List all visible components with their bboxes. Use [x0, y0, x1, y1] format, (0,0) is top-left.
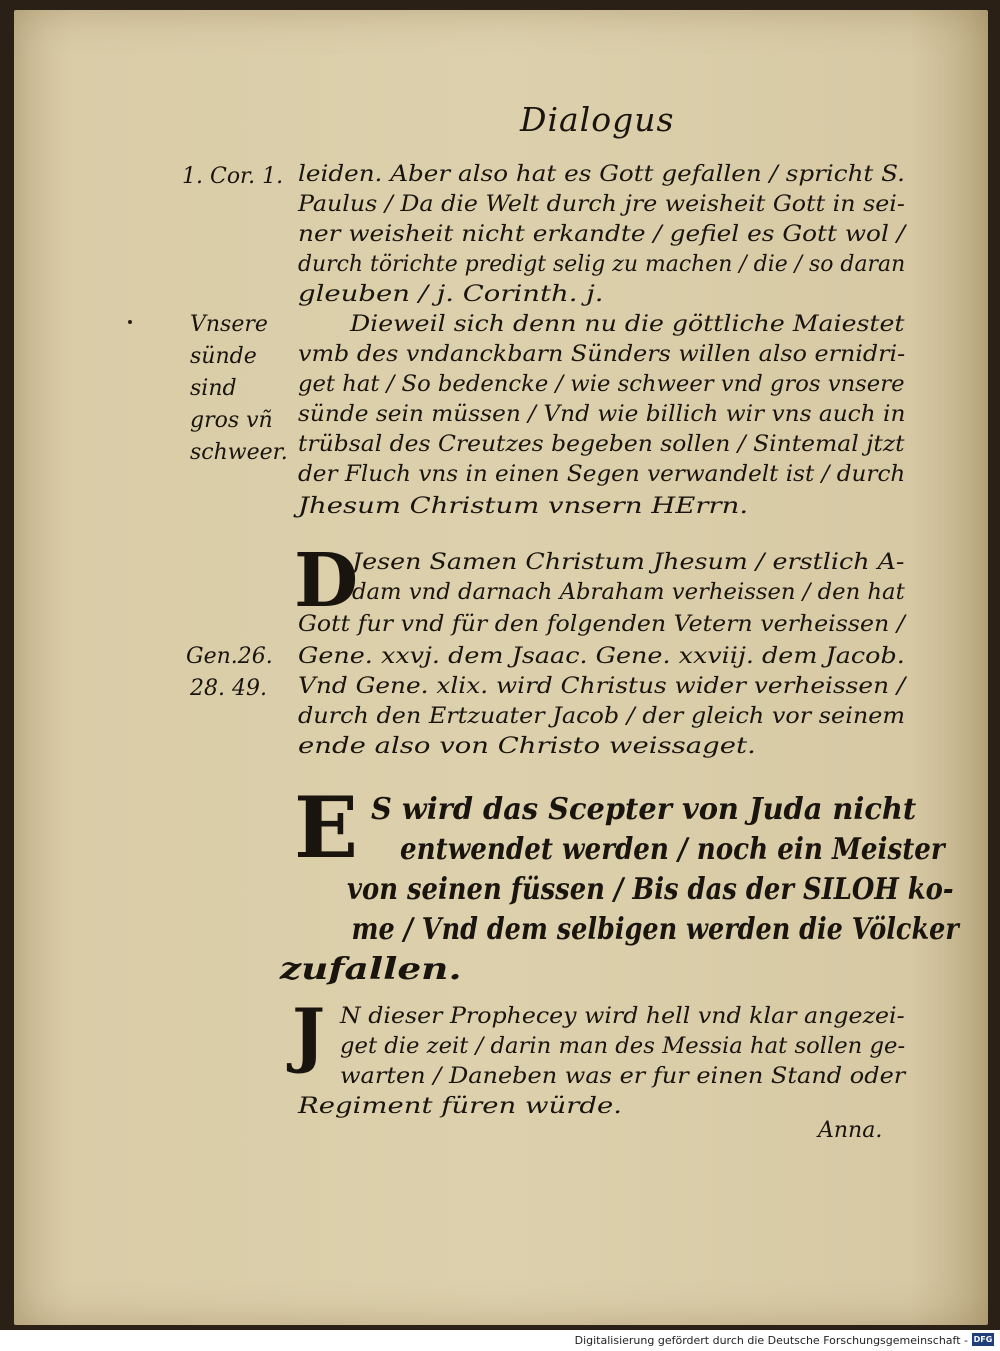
prophecy-line: zufallen. — [279, 952, 462, 987]
margin-note-sind: sind — [190, 376, 237, 401]
text-line: durch törichte predigt selig zu machen / die / so daran — [298, 252, 906, 277]
margin-note-verses: 28. 49. — [190, 676, 267, 701]
drop-cap-j: J — [292, 993, 326, 1076]
drop-cap-d: D — [294, 538, 359, 624]
text-line: gleuben / j. Corinth. j. — [298, 282, 604, 307]
text-line: Jesen Samen Christum Jhesum / erstlich A- — [352, 550, 905, 575]
catchword: Anna. — [818, 1118, 883, 1143]
text-line: get hat / So bedencke / wie schweer vnd gros vnsere — [298, 372, 905, 397]
dfg-logo-icon: DFG — [973, 1335, 993, 1344]
text-line: Gott fur vnd für den folgenden Vetern verheissen / — [298, 612, 905, 637]
text-line: N dieser Prophecey wird hell vnd klar angezei- — [340, 1004, 905, 1029]
text-line: sünde sein müssen / Vnd wie billich wir vns auch in — [298, 402, 906, 427]
text-line: get die zeit / darin man des Messia hat sollen ge- — [340, 1034, 906, 1059]
text-line: ner weisheit nicht erkandte / gefiel es Gott wol / — [298, 222, 906, 247]
text-line: Gene. xxvj. dem Jsaac. Gene. xxviij. dem Jacob. — [298, 644, 905, 669]
text-line: Regiment füren würde. — [298, 1094, 623, 1119]
prophecy-line: S wird das Scepter von Juda nicht — [371, 792, 917, 827]
text-line: warten / Daneben was er fur einen Stand oder — [340, 1064, 906, 1089]
margin-bullet — [128, 320, 132, 324]
margin-note-vnsere: Vnsere — [190, 312, 268, 337]
prophecy-line: me / Vnd dem selbigen werden die Völcker — [351, 912, 959, 947]
text-line: Paulus / Da die Welt durch jre weisheit Gott in sei- — [298, 192, 905, 217]
text-line: Dieweil sich denn nu die göttliche Maiestet — [350, 312, 905, 337]
prophecy-line: entwendet werden / noch ein Meister — [399, 832, 945, 867]
running-head: Dialogus — [520, 100, 675, 139]
text-line: Jhesum Christum vnsern HErrn. — [298, 494, 749, 519]
margin-note-gros: gros vñ — [190, 408, 273, 433]
prophecy-line: von seinen füssen / Bis das der SILOH ko- — [346, 872, 954, 907]
text-line: durch den Ertzuater Jacob / der gleich vor seinem — [298, 704, 906, 729]
text-line: vmb des vndanckbarn Sünders willen also ernidri- — [298, 342, 906, 367]
drop-cap-e: E — [294, 778, 359, 877]
text-line: Vnd Gene. xlix. wird Christus wider verheissen / — [298, 674, 906, 699]
margin-note-schweer: schweer. — [190, 440, 288, 465]
margin-note-cor: 1. Cor. 1. — [182, 164, 284, 189]
text-line: ende also von Christo weissaget. — [298, 734, 756, 759]
funding-credit: Digitalisierung gefördert durch die Deutsche Forschungsgemeinschaft - — [574, 1334, 968, 1347]
text-line: der Fluch vns in einen Segen verwandelt ist / durch — [298, 462, 906, 487]
margin-note-gen: Gen.26. — [186, 644, 273, 669]
text-line: leiden. Aber also hat es Gott gefallen / spricht S. — [298, 162, 905, 187]
margin-note-sunde: sünde — [190, 344, 257, 369]
text-line: trübsal des Creutzes begeben sollen / Sintemal jtzt — [298, 432, 905, 457]
text-line: dam vnd darnach Abraham verheissen / den hat — [352, 580, 905, 605]
